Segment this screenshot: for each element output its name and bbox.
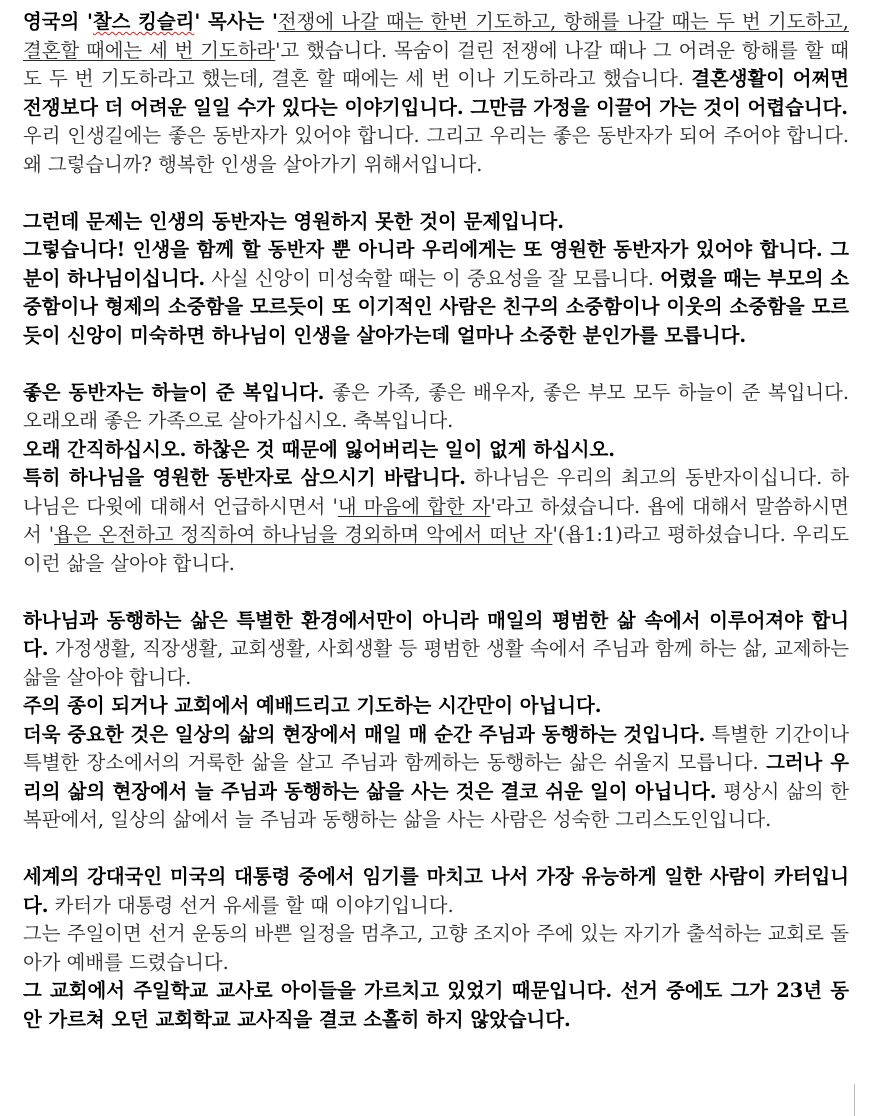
underlined-quote: 내 마음에 합한 자 [337, 494, 491, 518]
paragraph: 주의 종이 되거나 교회에서 예배드리고 기도하는 시간만이 아닙니다. [23, 694, 602, 717]
text-run: ' 목사는 ' [194, 10, 278, 33]
paragraph-kingsley [23, 8, 849, 122]
paragraph: 그 교회에서 주일학교 교사로 아이들을 가르치고 있었기 때문입니다. 선거 중에도 그가 23년 동안 가르쳐 오던 교회학교 교사직을 결코 소홀히 하지 않았습니다. [23, 979, 849, 1031]
paragraph [23, 721, 849, 835]
paragraph [23, 863, 849, 920]
bold-text-run: 그러나 우리의 삶의 현장에서 늘 주님과 동행하는 삶을 사는 것은 결코 쉬운 일이 아닙니다. [23, 751, 849, 803]
paragraph [23, 379, 849, 436]
bold-text-run: 좋은 동반자는 하늘이 준 복입니다. [23, 380, 325, 404]
text-run: 사실 신앙이 미성숙할 때는 이 중요성을 잘 모릅니다. [205, 266, 661, 290]
text-run: 하나님은 우리의 최고의 동반자이십니다. 하나님은 다윗에 대해서 언급하시면서 ' [23, 466, 849, 518]
paragraph [23, 236, 849, 350]
blank-line [23, 179, 849, 208]
blank-line [23, 350, 849, 379]
blank-line [23, 835, 849, 864]
text-run: '고 했습니다. 목숨이 걸린 전쟁에 나갈 때나 그 어려운 항해를 할 때도 두 번 기도하라고 했는데, 결혼 할 때에는 세 번 이나 기도하라고 했습니다. [23, 38, 849, 90]
bold-text-run: 그렇습니다! 인생을 함께 할 동반자 뿐 아니라 우리에게는 또 영원한 동반자가 있어야 합니다. 그분이 하나님이십니다. [23, 238, 849, 290]
text-run: 평상시 삶의 한 복판에서, 일상의 삶에서 늘 주님과 동행하는 삶을 사는 사람은 성숙한 그리스도인입니다. [23, 779, 849, 831]
text-run: 가정생활, 직장생활, 교회생활, 사회생활 등 평범한 생활 속에서 주님과 함께 하는 삶, 교제하는 삶을 살아야 합니다. [23, 637, 849, 689]
paragraph: 그런데 문제는 인생의 동반자는 영원하지 못한 것이 문제입니다. [23, 209, 565, 233]
paragraph: 오래 간직하십시오. 하찮은 것 때문에 잃어버리는 일이 없게 하십시오. [23, 437, 615, 461]
text-run [23, 10, 278, 33]
underlined-quote: 전쟁에 나갈 때는 한번 기도하고, 항해를 나갈 때는 두 번 기도하고, 결혼할 때에는 세 번 기도하라 [23, 10, 849, 62]
text-run: '라고 하셨습니다. 욥에 대해서 말씀하시면서 ' [23, 494, 849, 546]
bold-text-run: 결혼생활이 어쩌면 전쟁보다 더 어려운 일일 수가 있다는 이야기입니다. 그만큼 가정을 이끌어 가는 것이 어렵습니다. [23, 67, 849, 119]
bold-text-run: 더욱 중요한 것은 일상의 삶의 현장에서 매일 매 순간 주님과 동행하는 것입니다. [23, 722, 706, 746]
paragraph [23, 464, 849, 578]
bold-text-run: 특히 하나님을 영원한 동반자로 삼으시기 바랍니다. [23, 466, 466, 489]
misspelled-name: 찰스 킹슬리 [92, 10, 195, 33]
text-run: 영국의 ' [23, 10, 93, 33]
text-run: 특별한 기간이나 특별한 장소에서의 거룩한 삶을 살고 주님과 함께하는 동행하는 삶은 쉬울지 모릅니다. [23, 722, 849, 774]
underlined-quote: 욥은 온전하고 정직하여 하나님을 경외하며 악에서 떠난 자 [54, 523, 553, 546]
paragraph: 우리 인생길에는 좋은 동반자가 있어야 합니다. 그리고 우리는 좋은 동반자가 되어 주어야 합니다. 왜 그렇습니까? 행복한 인생을 살아가기 위해서입니다. [23, 124, 849, 176]
text-run: 좋은 가족, 좋은 배우자, 좋은 부모 모두 하늘이 준 복입니다. 오래오래 좋은 가족으로 살아가십시오. 축복입니다. [23, 380, 849, 432]
paragraph: 그는 주일이면 선거 운동의 바쁜 일정을 멈추고, 고향 조지아 주에 있는 자기가 출석하는 교회로 돌아가 예배를 드렸습니다. [23, 922, 849, 974]
text-run: 카터가 대통령 선거 유세를 할 때 이야기입니다. [48, 893, 454, 917]
bold-text-run: 세계의 강대국인 미국의 대통령 중에서 임기를 마치고 나서 가장 유능하게 일한 사람이 카터입니다. [23, 865, 849, 917]
paragraph [23, 607, 849, 693]
text-run: '(욥1:1)라고 평하셨습니다. 우리도 이런 삶을 살아야 합니다. [23, 523, 849, 575]
bold-text-run: 하나님과 동행하는 삶은 특별한 환경에서만이 아니라 매일의 평범한 삶 속에서 이루어져야 합니다. [23, 608, 849, 660]
page-edge-marker [854, 1084, 855, 1116]
bold-text-run: 어렸을 때는 부모의 소중함이나 형제의 소중함을 모르듯이 또 이기적인 사람은 친구의 소중함이나 이웃의 소중함을 모르듯이 신앙이 미숙하면 하나님이 인생을 살아가는데 얼마나 소중한 분인가를 모릅니다. [23, 266, 849, 347]
blank-line [23, 578, 849, 607]
